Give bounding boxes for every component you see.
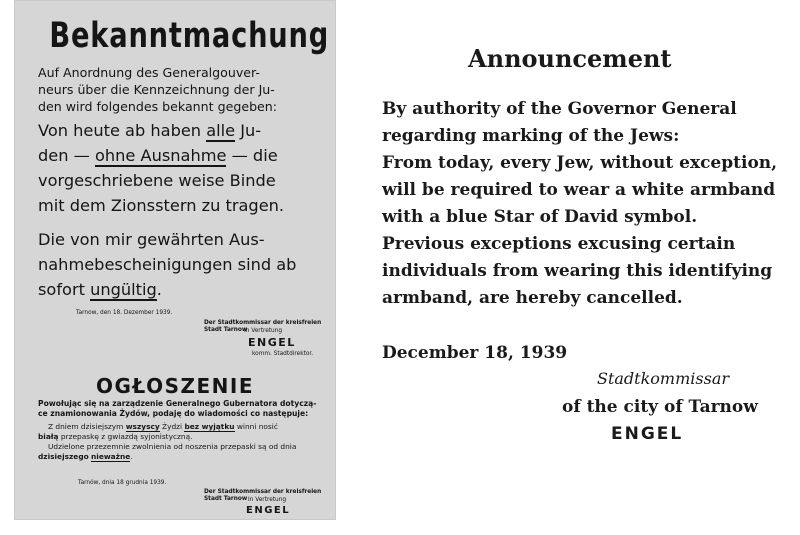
underlined-word: alle xyxy=(206,121,236,140)
translation-line: individuals from wearing this identifying xyxy=(382,261,773,281)
bold-word: białą xyxy=(38,432,59,441)
translation-date: December 18, 1939 xyxy=(382,343,568,363)
translation-line: From today, every Jew, without exception, xyxy=(382,153,778,173)
underlined-word: ungültig xyxy=(90,280,157,299)
poster-polish-signature-name: ENGEL xyxy=(246,505,291,516)
text-run: Z dniem dzisiejszym xyxy=(48,422,126,431)
text-run: Żydzi xyxy=(159,422,185,431)
underlined-word: bez wyjątku xyxy=(184,422,235,431)
translation-body xyxy=(382,96,792,312)
poster-polish-date: Tarnów, dnia 18 grudnia 1939. xyxy=(78,480,167,486)
text-run: . xyxy=(130,452,133,461)
translation-line: will be required to wear a white armband xyxy=(382,180,776,200)
text-run: winni nosić xyxy=(234,422,278,431)
poster-german-intro: Auf Anordnung des Generalgouver- neurs über die Kennzeichnung der Ju- den wird folgendes bekannt gegeben: xyxy=(38,65,278,114)
underlined-word: ohne Ausnahme xyxy=(94,146,227,165)
poster-german-signature-office: Der Stadtkommissar der kreisfreien Stadt Tarnow xyxy=(204,320,322,333)
poster-german-title: Bekanntmachung xyxy=(49,16,330,56)
translation-signature-name: ENGEL xyxy=(611,424,684,444)
poster-polish-title: OGŁOSZENIE xyxy=(96,374,254,398)
poster-german-date: Tarnow, den 18. Dezember 1939. xyxy=(76,310,173,316)
translation-line: regarding marking of the Jews: xyxy=(382,126,680,146)
underlined-word: nieważne xyxy=(91,452,131,461)
text-run: — die xyxy=(226,146,278,165)
poster-polish-line xyxy=(38,432,343,442)
poster-german-line: vorgeschriebene weise Binde xyxy=(38,171,276,190)
translation-heading: Announcement xyxy=(468,44,672,73)
translation-signature-city: of the city of Tarnow xyxy=(562,397,758,417)
translation-line: with a blue Star of David symbol. xyxy=(382,207,698,227)
poster-german-signature-name: ENGEL xyxy=(248,336,296,349)
poster-polish-intro: Powołując się na zarządzenie Generalnego Gubernatora dotyczą- ce znamionowania Żydów, podaję do wiadomości co następuje: xyxy=(38,399,317,418)
text-run: sofort xyxy=(38,280,91,299)
poster-polish-signature-office: Der Stadtkommissar der kreisfreien Stadt Tarnow xyxy=(204,489,322,502)
poster-german-signature-deputy: In Vertretung xyxy=(244,328,283,334)
translation-signature-title: Stadtkommissar xyxy=(597,369,729,388)
poster-german-line xyxy=(38,143,343,168)
translation-line: Previous exceptions excusing certain xyxy=(382,234,736,254)
poster-polish-line: Udzielone przezemnie zwolnienia od noszenia przepaski są od dnia xyxy=(48,442,297,451)
poster-polish-body xyxy=(38,422,343,462)
text-run: . xyxy=(156,280,162,299)
translation-line: armband, are hereby cancelled. xyxy=(382,288,683,308)
bold-word: dzisiejszego xyxy=(38,452,89,461)
text-run: przepaskę z gwiazdą syjonistyczną. xyxy=(58,432,193,441)
poster-german-line xyxy=(38,118,343,143)
poster-german-body xyxy=(38,118,343,302)
underlined-word: wszyscy xyxy=(125,422,160,431)
text-run: den — xyxy=(38,146,95,165)
poster-polish-line xyxy=(38,452,343,462)
poster-image xyxy=(14,0,336,520)
text-run: Ju- xyxy=(235,121,262,140)
translation-line: By authority of the Governor General xyxy=(382,99,737,119)
poster-polish-signature-deputy: In Vertretung xyxy=(248,497,287,503)
spacer xyxy=(38,218,343,227)
poster-german-line: Die von mir gewährten Aus- xyxy=(38,230,265,249)
poster-german-signature-role: komm. Stadtdirektor. xyxy=(252,351,314,357)
poster-german-line: mit dem Zionsstern zu tragen. xyxy=(38,196,285,215)
text-run: Von heute ab haben xyxy=(38,121,207,140)
poster-german-line xyxy=(38,277,343,302)
poster-german-line: nahmebescheinigungen sind ab xyxy=(38,255,297,274)
poster-polish-line xyxy=(38,422,343,432)
